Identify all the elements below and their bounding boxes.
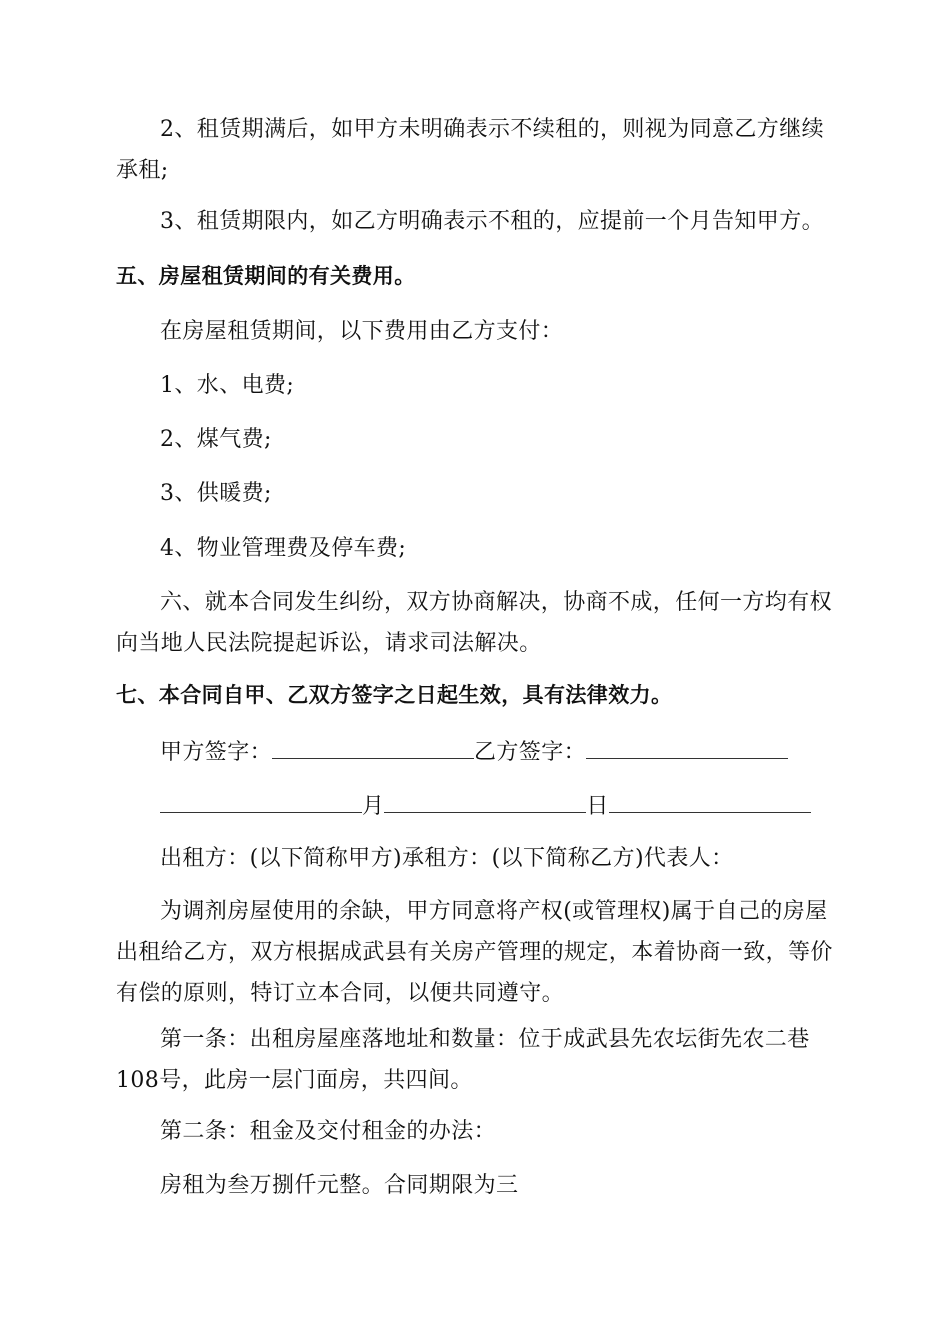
clause-dispute [116,582,836,664]
contract-intro [116,891,836,1014]
fee-item-3 [116,473,836,514]
text-line: 2、煤气费; [160,427,272,452]
text-line: 出租方：(以下简称甲方)承租方：(以下简称乙方)代表人： [160,846,734,871]
section-heading-7 [116,675,836,716]
text-line: 3、租赁期限内，如乙方明确表示不租的，应提前一个月告知甲方。 [160,209,824,234]
fee-item-1 [116,365,836,406]
text-line: 向当地人民法院提起诉讼，请求司法解决。 [116,631,542,656]
heading-text: 七、本合同自甲、乙双方签字之日起生效，具有法律效力。 [116,683,673,707]
text-line: 承租; [116,158,169,183]
day-blank[interactable] [609,784,811,813]
contract-parties [116,838,836,879]
text-line: 六、就本合同发生纠纷，双方协商解决，协商不成，任何一方均有权 [160,590,833,615]
text-line: 2、租赁期满后，如甲方未明确表示不续租的，则视为同意乙方继续 [160,117,824,142]
text-line: 3、供暖费; [160,481,272,506]
text-line: 房租为叁万捌仟元整。合同期限为三 [160,1173,519,1198]
clause-termination-notice [116,201,836,242]
fees-intro [116,311,836,352]
text-line: 为调剂房屋使用的余缺，甲方同意将产权(或管理权)属于自己的房屋 [160,899,828,924]
clause-renewal [116,109,836,191]
year-blank[interactable] [160,784,362,813]
text-line: 有偿的原则，特订立本合同，以便共同遵守。 [116,981,565,1006]
text-line: 108号，此房一层门面房，共四间。 [116,1068,473,1093]
day-label: 日 [586,794,609,819]
article-2 [116,1111,836,1152]
heading-text: 五、房屋租赁期间的有关费用。 [116,264,416,288]
article-1 [116,1019,836,1101]
signature-row [160,730,840,771]
text-line: 第一条：出租房屋座落地址和数量：位于成武县先农坛街先农二巷 [160,1027,810,1052]
month-label: 月 [362,794,385,819]
party-b-signature-label: 乙方签字： [474,740,587,765]
party-a-signature-blank[interactable] [272,730,474,759]
text-line: 第二条：租金及交付租金的办法： [160,1119,497,1144]
section-heading-5 [116,256,836,297]
party-b-signature-blank[interactable] [586,730,788,759]
month-blank[interactable] [384,784,586,813]
text-line: 1、水、电费; [160,373,295,398]
fee-item-4 [116,528,836,569]
text-line: 4、物业管理费及停车费; [160,536,407,561]
party-a-signature-label: 甲方签字： [160,740,273,765]
date-row [160,784,840,825]
rent-clause [116,1165,836,1206]
text-line: 出租给乙方，双方根据成武县有关房产管理的规定，本着协商一致，等价 [116,940,833,965]
fee-item-2 [116,419,836,460]
text-line: 在房屋租赁期间，以下费用由乙方支付： [160,319,564,344]
